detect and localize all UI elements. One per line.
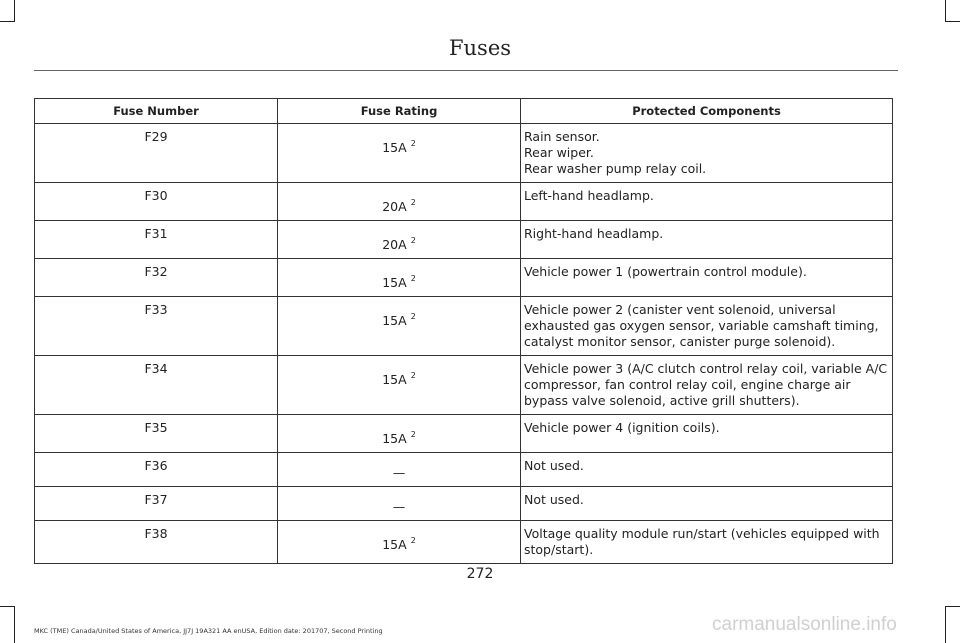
fuse-rating-value: 15A — [382, 537, 407, 552]
fuse-rating-cell — [278, 221, 521, 259]
table-row — [35, 521, 893, 564]
footnote-marker: 2 — [410, 312, 416, 321]
protected-components-cell — [521, 356, 893, 415]
table-row — [35, 356, 893, 415]
fuse-number-cell: F29 — [35, 124, 278, 183]
table-row — [35, 415, 893, 453]
crop-mark — [945, 21, 960, 22]
crop-mark — [945, 606, 946, 643]
crop-mark — [14, 606, 15, 643]
protected-components-cell — [521, 297, 893, 356]
footnote-marker: 2 — [410, 274, 416, 283]
fuse-number-cell: F33 — [35, 297, 278, 356]
page-title: Fuses — [448, 36, 512, 60]
table-row — [35, 183, 893, 221]
fuse-rating-value: 15A — [382, 431, 407, 446]
fuse-number-cell: F32 — [35, 259, 278, 297]
table-row — [35, 259, 893, 297]
fuse-number-cell: F38 — [35, 521, 278, 564]
footnote-marker: 2 — [410, 371, 416, 380]
component-line: Vehicle power 2 (canister vent solenoid, universal exhausted gas oxygen sensor, variable camshaft timing, catalyst monitor sensor, canister purge solenoid). — [524, 302, 879, 349]
protected-components-cell — [521, 521, 893, 564]
watermark: carmanualsonline.info — [712, 614, 897, 635]
fuse-number-cell: F30 — [35, 183, 278, 221]
table-header-row — [35, 99, 893, 124]
fuse-rating-cell — [278, 259, 521, 297]
protected-components-cell — [521, 124, 893, 183]
footnote-marker: 2 — [410, 430, 416, 439]
crop-mark — [945, 606, 960, 607]
fuse-rating-cell — [278, 487, 521, 521]
component-line: Rear washer pump relay coil. — [524, 161, 707, 176]
fuse-rating-cell — [278, 124, 521, 183]
footnote-marker: 2 — [410, 139, 416, 148]
fuse-rating-value: 15A — [382, 372, 407, 387]
column-header-protected-components: Protected Components — [521, 99, 893, 124]
table-row — [35, 221, 893, 259]
fuse-rating-cell — [278, 356, 521, 415]
fuse-number-cell: F31 — [35, 221, 278, 259]
fuse-number-cell: F36 — [35, 453, 278, 487]
fuse-number-cell: F37 — [35, 487, 278, 521]
crop-mark — [14, 0, 15, 22]
table-row — [35, 453, 893, 487]
fuse-table — [34, 98, 893, 564]
footnote-marker: 2 — [410, 536, 416, 545]
table-row — [35, 487, 893, 521]
fuse-rating-value: 20A — [382, 237, 407, 252]
protected-components-cell — [521, 183, 893, 221]
table-body — [35, 124, 893, 564]
component-line: Not used. — [524, 492, 584, 507]
edition-footer: MKC (TME) Canada/United States of America, JJ7J 19A321 AA enUSA, Edition date: 201707, Second Printing — [34, 627, 383, 635]
fuse-rating-value: — — [392, 465, 406, 480]
component-line: Voltage quality module run/start (vehicles equipped with stop/start). — [524, 526, 880, 557]
page-number: 272 — [466, 566, 494, 582]
fuse-rating-value: 20A — [382, 199, 407, 214]
protected-components-cell — [521, 259, 893, 297]
component-line: Left-hand headlamp. — [524, 188, 654, 203]
column-header-fuse-rating: Fuse Rating — [278, 99, 521, 124]
crop-mark — [0, 21, 15, 22]
fuse-rating-cell — [278, 183, 521, 221]
fuse-rating-value: 15A — [382, 275, 407, 290]
protected-components-cell — [521, 487, 893, 521]
footnote-marker: 2 — [410, 236, 416, 245]
fuse-rating-value: 15A — [382, 313, 407, 328]
protected-components-cell — [521, 221, 893, 259]
crop-mark — [0, 606, 15, 607]
table-row — [35, 297, 893, 356]
fuse-rating-cell — [278, 415, 521, 453]
column-header-fuse-number: Fuse Number — [35, 99, 278, 124]
footnote-marker: 2 — [410, 198, 416, 207]
component-line: Vehicle power 1 (powertrain control module). — [524, 264, 807, 279]
component-line: Rear wiper. — [524, 145, 594, 160]
component-line: Right-hand headlamp. — [524, 226, 664, 241]
component-line: Rain sensor. — [524, 129, 600, 144]
fuse-rating-cell — [278, 453, 521, 487]
protected-components-cell — [521, 453, 893, 487]
header-divider — [34, 70, 898, 71]
table-row — [35, 124, 893, 183]
crop-mark — [945, 0, 946, 22]
fuse-rating-value: 15A — [382, 140, 407, 155]
fuse-rating-value: — — [392, 499, 406, 514]
fuse-rating-cell — [278, 297, 521, 356]
fuse-rating-cell — [278, 521, 521, 564]
protected-components-cell — [521, 415, 893, 453]
fuse-number-cell: F35 — [35, 415, 278, 453]
component-line: Vehicle power 3 (A/C clutch control relay coil, variable A/C compressor, fan control relay coil, engine charge air bypass valve solenoid, active grill shutters). — [524, 361, 888, 408]
component-line: Vehicle power 4 (ignition coils). — [524, 420, 720, 435]
component-line: Not used. — [524, 458, 584, 473]
fuse-number-cell: F34 — [35, 356, 278, 415]
